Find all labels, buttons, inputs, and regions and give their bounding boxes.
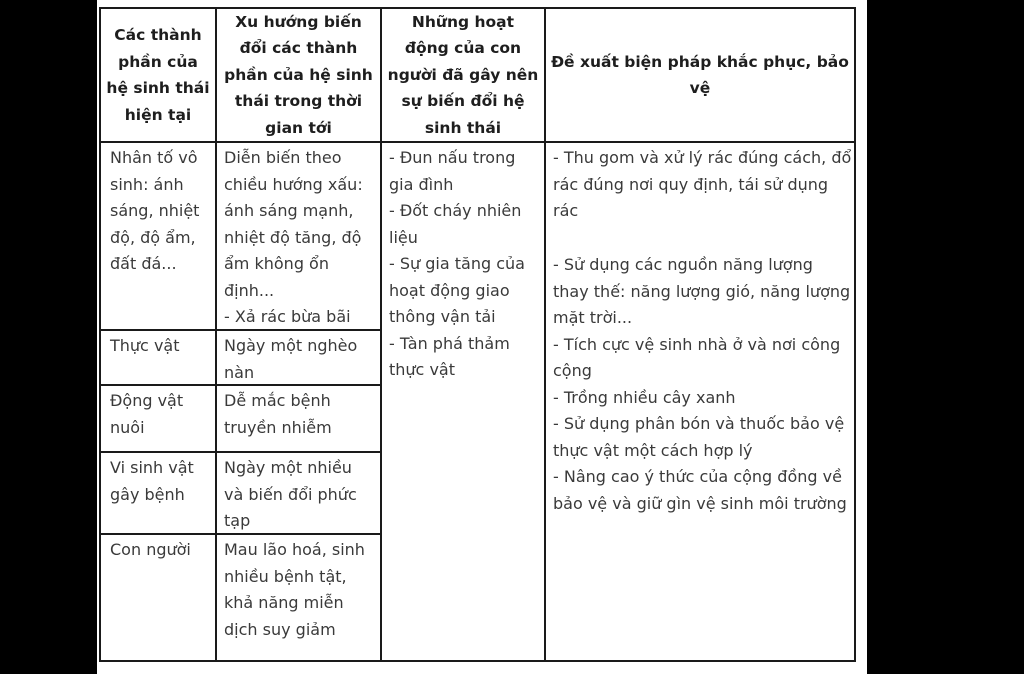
header-human-activities: Những hoạt động của con người đã gây nên sự biến đổi hệ sinh thái — [387, 12, 539, 137]
row-abiotic-component: Nhân tố vô sinh: ánh sáng, nhiệt độ, độ ẩm, đất đá... — [110, 148, 200, 273]
human-activities-cell: - Đun nấu trong gia đình - Đốt cháy nhiên liệu - Sự gia tăng của hoạt động giao thông vận tải - Tàn phá thảm thực vật — [389, 148, 525, 379]
row-pathogens-component: Vi sinh vật gây bệnh — [110, 458, 194, 504]
document-page — [97, 0, 867, 674]
row-abiotic-trend: Diễn biến theo chiều hướng xấu: ánh sáng mạnh, nhiệt độ tăng, độ ẩm không ổn định... - Xả rác bừa bãi — [224, 148, 363, 326]
row-humans-component: Con người — [110, 540, 191, 559]
row-plants-component: Thực vật — [110, 336, 180, 355]
row-pathogens-trend: Ngày một nhiều và biến đổi phức tạp — [224, 458, 357, 530]
solutions-cell-bottom: - Sử dụng các nguồn năng lượng thay thế: năng lượng gió, năng lượng mặt trời... - Tích cực vệ sinh nhà ở và nơi công cộng - Trồng nhiều cây xanh - Sử dụng phân bón và thuốc bảo vệ thực vật một cách hợp lý - Nâng cao ý thức của cộng đồng về bảo vệ và giữ gìn vệ sinh môi trường — [553, 255, 851, 513]
ecosystem-table — [99, 7, 856, 662]
header-solutions: Đề xuất biện pháp khắc phục, bảo vệ — [551, 52, 849, 97]
row-plants-trend: Ngày một nghèo nàn — [224, 336, 358, 382]
row-livestock-component: Động vật nuôi — [110, 391, 184, 437]
row-livestock-trend: Dễ mắc bệnh truyền nhiễm — [224, 391, 332, 437]
header-components: Các thành phần của hệ sinh thái hiện tại — [106, 26, 210, 124]
solutions-cell-top: - Thu gom và xử lý rác đúng cách, đổ rác đúng nơi quy định, tái sử dụng rác — [553, 148, 852, 220]
header-trend: Xu hướng biến đổi các thành phần của hệ sinh thái trong thời gian tới — [224, 12, 373, 137]
row-humans-trend: Mau lão hoá, sinh nhiều bệnh tật, khả năng miễn dịch suy giảm — [224, 540, 365, 639]
header-divider — [101, 141, 854, 143]
row-divider-3 — [101, 451, 382, 453]
